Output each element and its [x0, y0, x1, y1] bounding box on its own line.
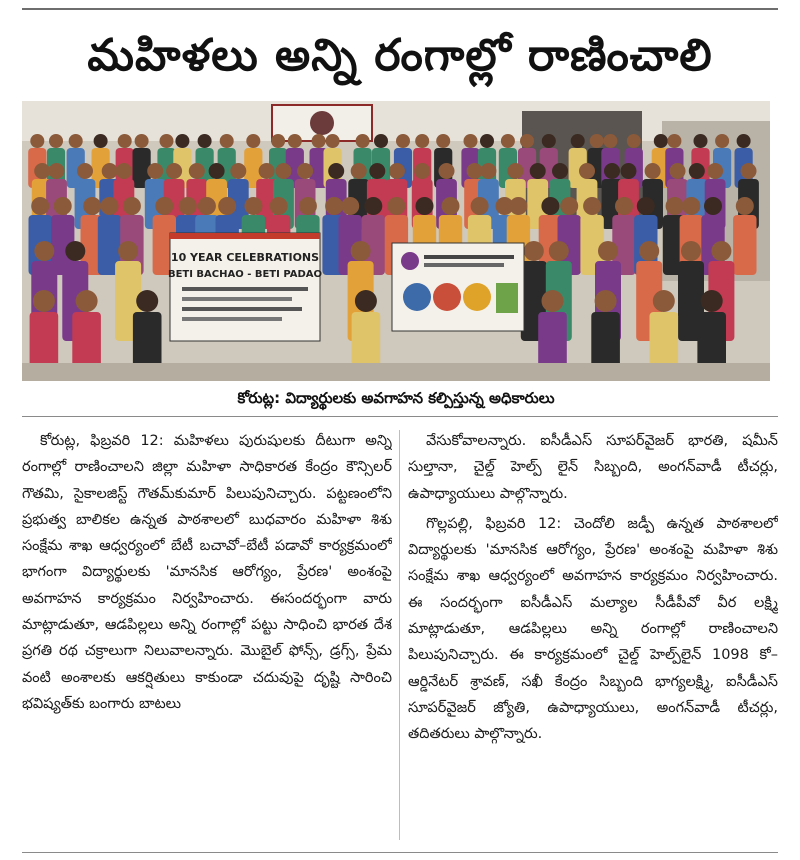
crowd-head: [604, 163, 620, 179]
crowd-head: [542, 290, 564, 312]
crowd-head: [325, 197, 343, 215]
crowd-head: [355, 290, 377, 312]
crowd-head: [542, 134, 556, 148]
crowd-head: [464, 134, 478, 148]
crowd-head: [118, 241, 138, 261]
crowd-head: [480, 163, 496, 179]
crowd-head: [541, 197, 559, 215]
crowd-head: [299, 197, 317, 215]
crowd-head: [560, 197, 578, 215]
crowd-head: [603, 134, 617, 148]
crowd-head: [615, 197, 633, 215]
article-column-right: [408, 428, 778, 848]
crowd-head: [667, 134, 681, 148]
crowd-head: [175, 134, 189, 148]
crowd-head: [415, 134, 429, 148]
crowd-head: [135, 134, 149, 148]
crowd-head: [471, 197, 489, 215]
headline: మహిళలు అన్ని రంగాల్లో రాణించాలి: [87, 30, 713, 81]
banner-left-line-2: BETI BACHAO - BETI PADAO: [167, 269, 323, 280]
crowd-head: [49, 163, 65, 179]
crowd-head: [416, 197, 434, 215]
crowd-head: [627, 134, 641, 148]
crowd-head: [259, 163, 275, 179]
article-paragraph: కోరుట్ల, ఫిబ్రవరి 12: మహిళలు పురుషులకు దీటుగా అన్ని రంగాల్లో రాణించాలని జిల్లా మహిళా సాధికారత కేంద్రం కౌన్సిలర్ గౌతమి, సైకాలజిస్ట్ గౌతమ్‌కుమార్ పిలుపునిచ్చారు. పట్టణంలోని ప్రభుత్వ బాలికల ఉన్నత పాఠశాలలో బుధవారం మహిళా శిశు సంక్షేమ శాఖ ఆధ్వర్యంలో బేటీ బచావో–బేటీ పడావో కార్యక్రమంలో భాగంగా విద్యార్థులకు 'మానసిక ఆరోగ్యం, ప్రేరణ' అంశంపై అవగాహన కార్యక్రమం నిర్వహించారు. ఈసందర్భంగా వారు మాట్లాడుతూ, ఆడపిల్లలు అన్ని రంగాల్లో పట్టు సాధించి భారత దేశ ప్రగతి రథ చక్రాలుగా నిలువాలన్నారు. మొబైల్ ఫోన్స్, డ్రగ్స్, ప్రేమ వంటి అంశాలకు ఆకర్షితులు కాకుండా చదువుపై దృష్టి సారించి భవిష్యత్‌కు బంగారు బాటలు: [22, 433, 392, 712]
crowd-head: [297, 163, 313, 179]
crowd-head: [715, 134, 729, 148]
article-paragraph: వేసుకోవాలన్నారు. ఐసీడీఎస్ సూపర్‌వైజర్ భారతి, షమీన్ సుల్తానా, చైల్డ్ హెల్ప్ లైన్ సిబ్బంది, అంగన్‌వాడీ టీచర్లు, ఉపాధ్యాయులు పాల్గొన్నారు.: [408, 433, 778, 502]
crowd-head: [374, 134, 388, 148]
column-divider: [399, 430, 400, 840]
crowd-head: [387, 197, 405, 215]
crowd-head: [480, 134, 494, 148]
crowd-head: [288, 134, 302, 148]
crowd-head: [436, 134, 450, 148]
crowd-head: [94, 134, 108, 148]
crowd-head: [369, 163, 385, 179]
crowd-head: [209, 163, 225, 179]
crowd-head: [637, 197, 655, 215]
crowd-head: [645, 163, 661, 179]
article-paragraph: గొల్లపల్లి, ఫిబ్రవరి 12: చెందోలి జడ్పీ ఉన్నత పాఠశాలలో విద్యార్థులకు 'మానసిక ఆరోగ్యం, ప్రేరణ' అంశంపై మహిళా శిశు సంక్షేమ శాఖ ఆధ్వర్యంలో అవగాహన కార్యక్రమం నిర్వహించారు. ఈ సందర్భంగా ఐసీడీఎస్ మల్యాల సీడీపీవో వీర లక్ష్మి మాట్లాడుతూ, ఆడపిల్లలు అన్ని రంగాల్లో రాణించాలని పిలుపునిచ్చారు. ఈ కార్యక్రమంలో చైల్డ్ హెల్ప్‌లైన్ 1098 కో–ఆర్డినేటర్ శ్రావణ్, సఖీ కేంద్రం సిబ్బంది భాగ్యలక్ష్మి, ఐసీడీఎస్ సూపర్‌వైజర్ జ్యోతి, ఉపాధ్యాయులు, అంగన్‌వాడీ టీచర్లు, తదితరులు పాల్గొన్నారు.: [408, 515, 778, 743]
crowd-head: [326, 134, 340, 148]
crowd-head: [198, 134, 212, 148]
crowd-head: [736, 197, 754, 215]
crowd-head: [83, 197, 101, 215]
crowd-figure: [733, 215, 756, 275]
crowd-head: [549, 241, 569, 261]
crowd-head: [276, 163, 292, 179]
crowd-head: [328, 163, 344, 179]
crowd-head: [507, 163, 523, 179]
crowd-head: [501, 134, 515, 148]
crowd-head: [218, 197, 236, 215]
crowd-head: [520, 134, 534, 148]
crowd-head: [639, 241, 659, 261]
news-photo: [22, 101, 770, 381]
crowd-head: [189, 163, 205, 179]
crowd-head: [737, 134, 751, 148]
banner-right: [392, 243, 524, 331]
crowd-head: [147, 163, 163, 179]
crowd-head: [155, 197, 173, 215]
crowd-head: [530, 163, 546, 179]
crowd-head: [467, 163, 483, 179]
crowd-head: [160, 134, 174, 148]
bottom-rule: [22, 852, 778, 853]
crowd-head: [694, 134, 708, 148]
crowd-head: [621, 163, 637, 179]
crowd-head: [711, 241, 731, 261]
crowd-head: [30, 134, 44, 148]
crowd-head: [271, 134, 285, 148]
crowd-head: [571, 134, 585, 148]
crowd-head: [666, 197, 684, 215]
crowd-head: [118, 134, 132, 148]
crowd-head: [682, 197, 700, 215]
crowd-head: [509, 197, 527, 215]
article-column-left: [22, 428, 392, 848]
crowd-head: [590, 134, 604, 148]
crowd-head: [583, 197, 601, 215]
crowd-head: [439, 163, 455, 179]
crowd-head: [681, 241, 701, 261]
crowd-head: [312, 134, 326, 148]
crowd-head: [364, 197, 382, 215]
crowd-head: [246, 134, 260, 148]
crowd-head: [34, 163, 50, 179]
crowd-head: [34, 241, 54, 261]
crowd-head: [670, 163, 686, 179]
crowd-head: [244, 197, 262, 215]
crowd-head: [595, 290, 617, 312]
crowd-head: [442, 197, 460, 215]
crowd-head: [389, 163, 405, 179]
banner-left: [168, 233, 322, 341]
crowd-head: [351, 241, 371, 261]
crowd-head: [598, 241, 618, 261]
crowd-head: [356, 134, 370, 148]
crowd-head: [230, 163, 246, 179]
crowd-head: [116, 163, 132, 179]
crowd-head: [76, 290, 98, 312]
crowd-head: [69, 134, 83, 148]
crowd-head: [77, 163, 93, 179]
crowd-head: [741, 163, 757, 179]
crowd-head: [179, 197, 197, 215]
crowd-head: [166, 163, 182, 179]
crowd-head: [704, 197, 722, 215]
crowd-head: [33, 290, 55, 312]
crowd-head: [101, 197, 119, 215]
top-rule: [22, 8, 778, 10]
crowd-head: [54, 197, 72, 215]
crowd-head: [707, 163, 723, 179]
crowd-head: [579, 163, 595, 179]
crowd-head: [65, 241, 85, 261]
crowd-head: [524, 241, 544, 261]
crowd-head: [31, 197, 49, 215]
crowd-head: [341, 197, 359, 215]
crowd-head: [396, 134, 410, 148]
crowd-head: [102, 163, 118, 179]
crowd-head: [270, 197, 288, 215]
crowd-head: [689, 163, 705, 179]
crowd-head: [123, 197, 141, 215]
banner-left-line-1: 10 YEAR CELEBRATIONS: [170, 251, 320, 264]
crowd-head: [654, 134, 668, 148]
crowd-head: [49, 134, 63, 148]
crowd-head: [701, 290, 723, 312]
crowd-head: [653, 290, 675, 312]
crowd-head: [198, 197, 216, 215]
photo-caption: కోరుట్ల: విద్యార్థులకు అవగాహన కల్పిస్తున్న అధికారులు: [237, 389, 555, 407]
crowd-head: [414, 163, 430, 179]
crowd-head: [220, 134, 234, 148]
crowd-head: [351, 163, 367, 179]
crowd-head: [136, 290, 158, 312]
caption-rule: [22, 416, 778, 417]
crowd-head: [552, 163, 568, 179]
